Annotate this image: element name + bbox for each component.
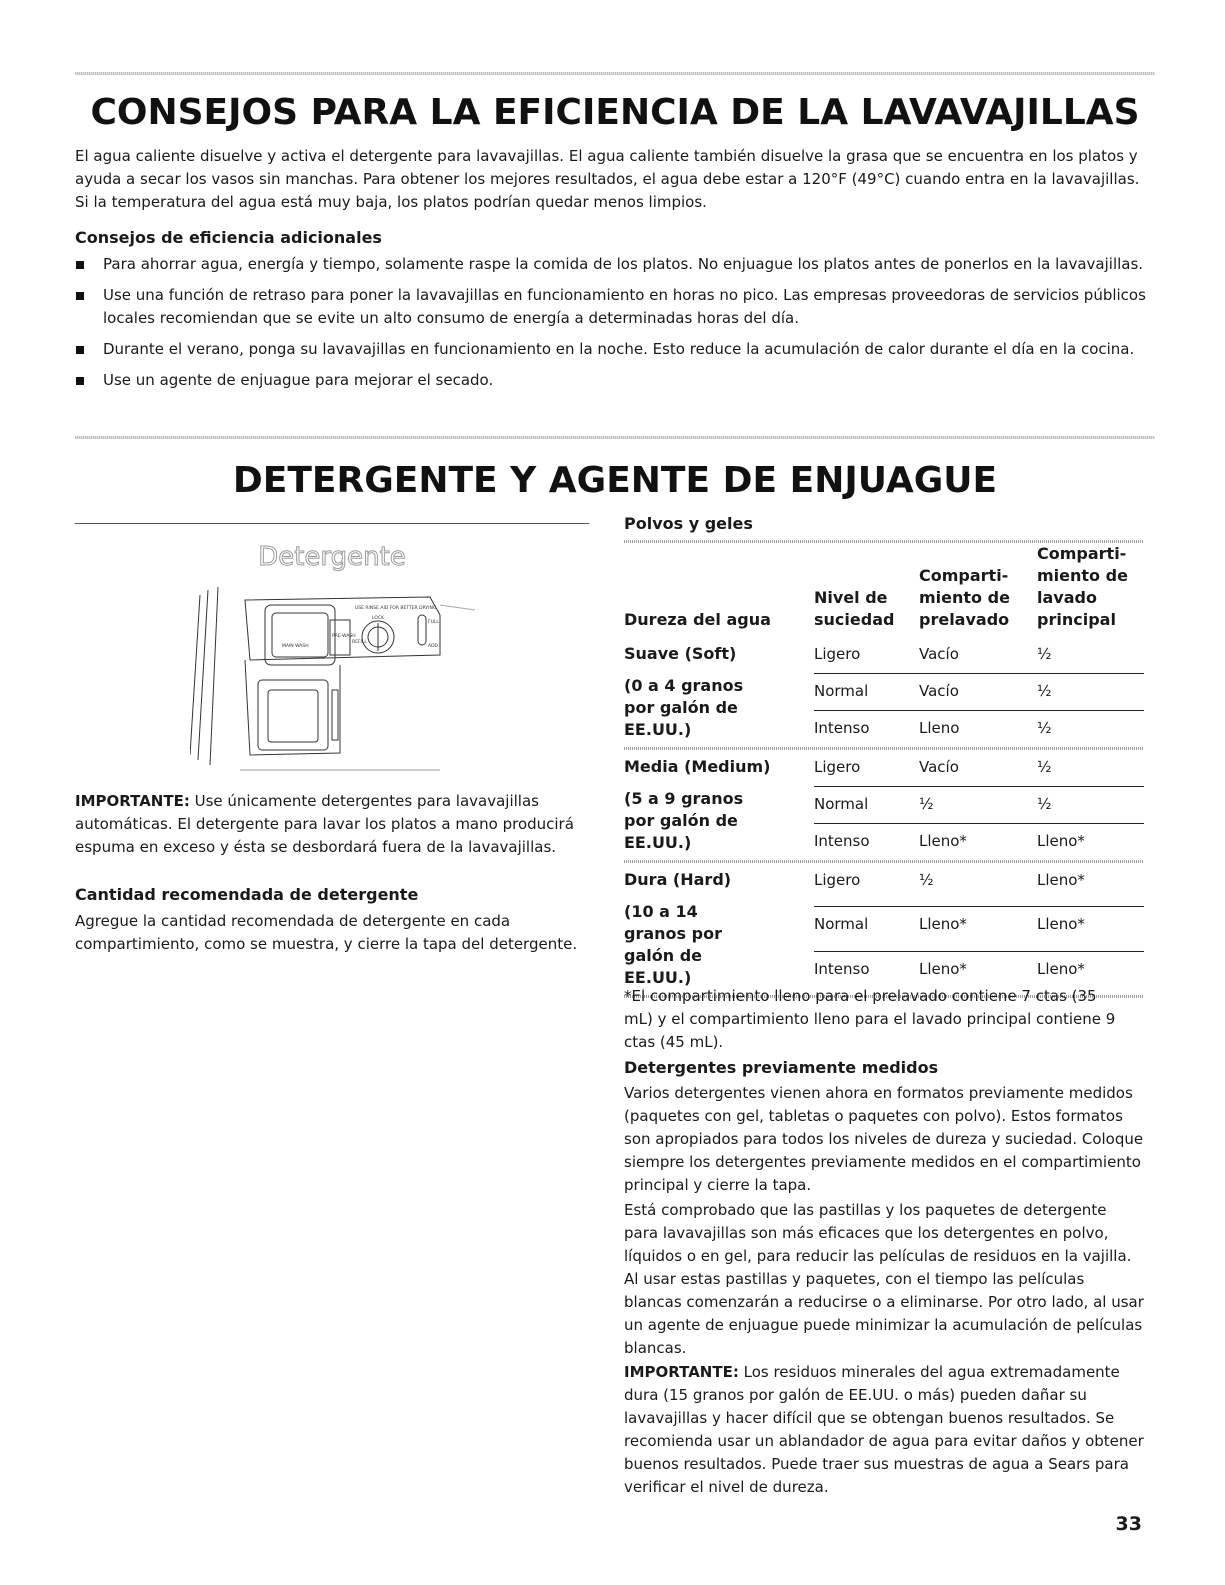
table-cell: ½ <box>1037 673 1144 710</box>
figure-title: Detergente <box>258 542 406 572</box>
table-cell: Ligero <box>814 750 919 786</box>
table-cell: Vacío <box>919 673 1037 710</box>
full-label: FULL <box>428 620 439 625</box>
efficiency-tips-list <box>75 253 1155 400</box>
list-item: Use una función de retraso para poner la lavavajillas en funcionamiento en horas no pico. Las empresas proveedoras de servicios públicos locales recomiendan que se evite un alto consumo de energía a determinadas horas del día. <box>75 284 1155 330</box>
section1-subhead: Consejos de eficiencia adicionales <box>75 228 382 247</box>
table-cell: Intenso <box>814 959 870 978</box>
table-cell: Normal <box>814 786 919 823</box>
premeasured-paragraph: Varios detergentes vienen ahora en formatos previamente medidos (paquetes con gel, tabletas o paquetes con polvo). Estos formatos son apropiados para todos los niveles de dureza y suciedad. Coloque siempre los detergentes previamente medidos en el compartimiento principal y cierre la tapa. <box>624 1084 1144 1194</box>
detergent-amount-text: Agregue la cantidad recomendada de detergente en cada compartimiento, como se muestra, y cierre la tapa del detergente. <box>75 912 578 953</box>
hardness-cell <box>624 637 814 747</box>
table-footnote: *El compartimiento lleno para el prelavado contiene 7 ctas (35 mL) y el compartimiento lleno para el lavado principal contiene 9 ctas (45 mL). <box>624 987 1116 1051</box>
important-label: IMPORTANTE: <box>75 792 190 810</box>
table-cell: Vacío <box>919 750 1037 786</box>
table-cell: Lleno* <box>1037 863 1144 907</box>
table-cell: ½ <box>919 863 1037 907</box>
table-cell: ½ <box>1037 719 1052 737</box>
page-number: 33 <box>1115 1513 1142 1535</box>
effectiveness-paragraph: Está comprobado que las pastillas y los paquetes de detergente para lavavajillas son más eficaces que los detergentes en polvo, líquidos o en gel, para reducir las películas de residuos en la vajilla. Al usar estas pastillas y paquetes, con el tiempo las películas blancas comenzarán a reducirse o a eliminarse. Por otro lado, al usar un agente de enjuague puede minimizar la acumulación de películas blancas. <box>624 1201 1144 1357</box>
mainwash-label: MAIN WASH <box>282 644 309 649</box>
refill-label: REFILL <box>352 640 367 645</box>
left-column-rule <box>75 523 589 524</box>
premeasured-subhead: Detergentes previamente medidos <box>624 1058 939 1077</box>
hardness-detail: (5 a 9 granos por galón de EE.UU.) <box>624 789 744 852</box>
section1-intro: El agua caliente disuelve y activa el detergente para lavavajillas. El agua caliente también disuelve la grasa que se encuentra en los platos y ayuda a secar los vasos sin manchas. Para obtener los mejores resultados, el agua debe estar a 120°F (49°C) cuando entra en la lavavajillas. Si la temperatura del agua está muy baja, los platos podrían quedar menos limpios. <box>75 147 1140 211</box>
lock-label: LOCK <box>372 616 384 621</box>
section2-title: DETERGENTE Y AGENTE DE ENJUAGUE <box>232 460 998 501</box>
table-cell: Intenso <box>814 719 870 737</box>
hardness-cell <box>624 863 814 995</box>
table-cell: Lleno <box>919 719 960 737</box>
detergent-dispenser-figure <box>190 585 480 775</box>
table-cell: Intenso <box>814 832 870 850</box>
hardness-detail: (0 a 4 granos por galón de EE.UU.) <box>624 676 744 739</box>
bullet-square-icon <box>76 261 84 269</box>
bullet-square-icon <box>76 377 84 385</box>
table-row <box>624 863 1144 907</box>
hardness-cell <box>624 750 814 860</box>
bullet-square-icon <box>76 346 84 354</box>
header-cell: Dureza del agua <box>624 610 771 629</box>
table-cell: ½ <box>1037 637 1144 673</box>
table-cell: Ligero <box>814 637 919 673</box>
table-cell: ½ <box>1037 750 1144 786</box>
section1-title: CONSEJOS PARA LA EFICIENCIA DE LA LAVAVAJILLAS <box>90 92 1140 133</box>
list-item: Use un agente de enjuague para mejorar el secado. <box>75 369 1155 392</box>
table-body <box>624 637 1144 995</box>
table-cell: Normal <box>814 673 919 710</box>
table-cell: Ligero <box>814 863 919 907</box>
table-cell: Vacío <box>919 637 1037 673</box>
header-cell: Nivel de suciedad <box>814 588 895 629</box>
header-cell: Comparti-miento de lavado principal <box>1037 544 1128 629</box>
table-cell: Lleno* <box>1037 832 1085 850</box>
middle-divider <box>75 436 1155 439</box>
detergent-table-wrap <box>624 540 1144 998</box>
table-cell: Lleno* <box>1037 907 1144 951</box>
right-important-paragraph: IMPORTANTE: Los residuos minerales del agua extremadamente dura (15 granos por galón de EE.UU. o más) pueden dañar su lavavajillas y hacer difícil que se obtengan buenos resultados. Se recomienda usar un ablandador de agua para evitar daños y obtener buenos resultados. Puede traer sus muestras de agua a Sears para verificar el nivel de dureza. <box>624 1363 1144 1496</box>
bullet-square-icon <box>76 292 84 300</box>
table-cell: Lleno* <box>919 907 1037 951</box>
hardness-detail: (10 a 14 granos por galón de EE.UU.) <box>624 902 722 987</box>
hardness-name: Suave (Soft) <box>624 644 737 663</box>
table-cell: ½ <box>919 786 1037 823</box>
table-header-row <box>624 543 1144 637</box>
add-label: ADD <box>428 644 439 649</box>
left-important-paragraph: IMPORTANTE: Use únicamente detergentes para lavavajillas automáticas. El detergente para lavar los platos a mano producirá espuma en exceso y ésta se desbordará fuera de la lavavajillas. <box>75 792 574 856</box>
detergent-table <box>624 543 1144 995</box>
table-row <box>624 750 1144 786</box>
list-item: Para ahorrar agua, energía y tiempo, solamente raspe la comida de los platos. No enjuague los platos antes de ponerlos en la lavavajillas. <box>75 253 1155 276</box>
table-cell: ½ <box>1037 786 1144 823</box>
detergent-amount-subhead: Cantidad recomendada de detergente <box>75 885 419 904</box>
top-divider <box>75 72 1155 75</box>
prewash-label: PRE-WASH <box>332 634 356 639</box>
table-row <box>624 637 1144 673</box>
important-label: IMPORTANTE: <box>624 1363 739 1381</box>
header-cell: Comparti-miento de prelavado <box>919 566 1010 629</box>
table-cell: Lleno* <box>919 959 967 978</box>
hardness-name: Dura (Hard) <box>624 870 732 889</box>
list-item: Durante el verano, ponga su lavavajillas en funcionamiento en la noche. Esto reduce la acumulación de calor durante el día en la cocina. <box>75 338 1155 361</box>
table-cell: Normal <box>814 907 919 951</box>
table-cell: Lleno* <box>1037 959 1085 978</box>
hardness-name: Media (Medium) <box>624 757 771 776</box>
table-cell: Lleno* <box>919 832 967 850</box>
powders-gels-subhead: Polvos y geles <box>624 514 753 533</box>
rinse-aid-label: USE RINSE AID FOR BETTER DRYING <box>355 606 437 611</box>
